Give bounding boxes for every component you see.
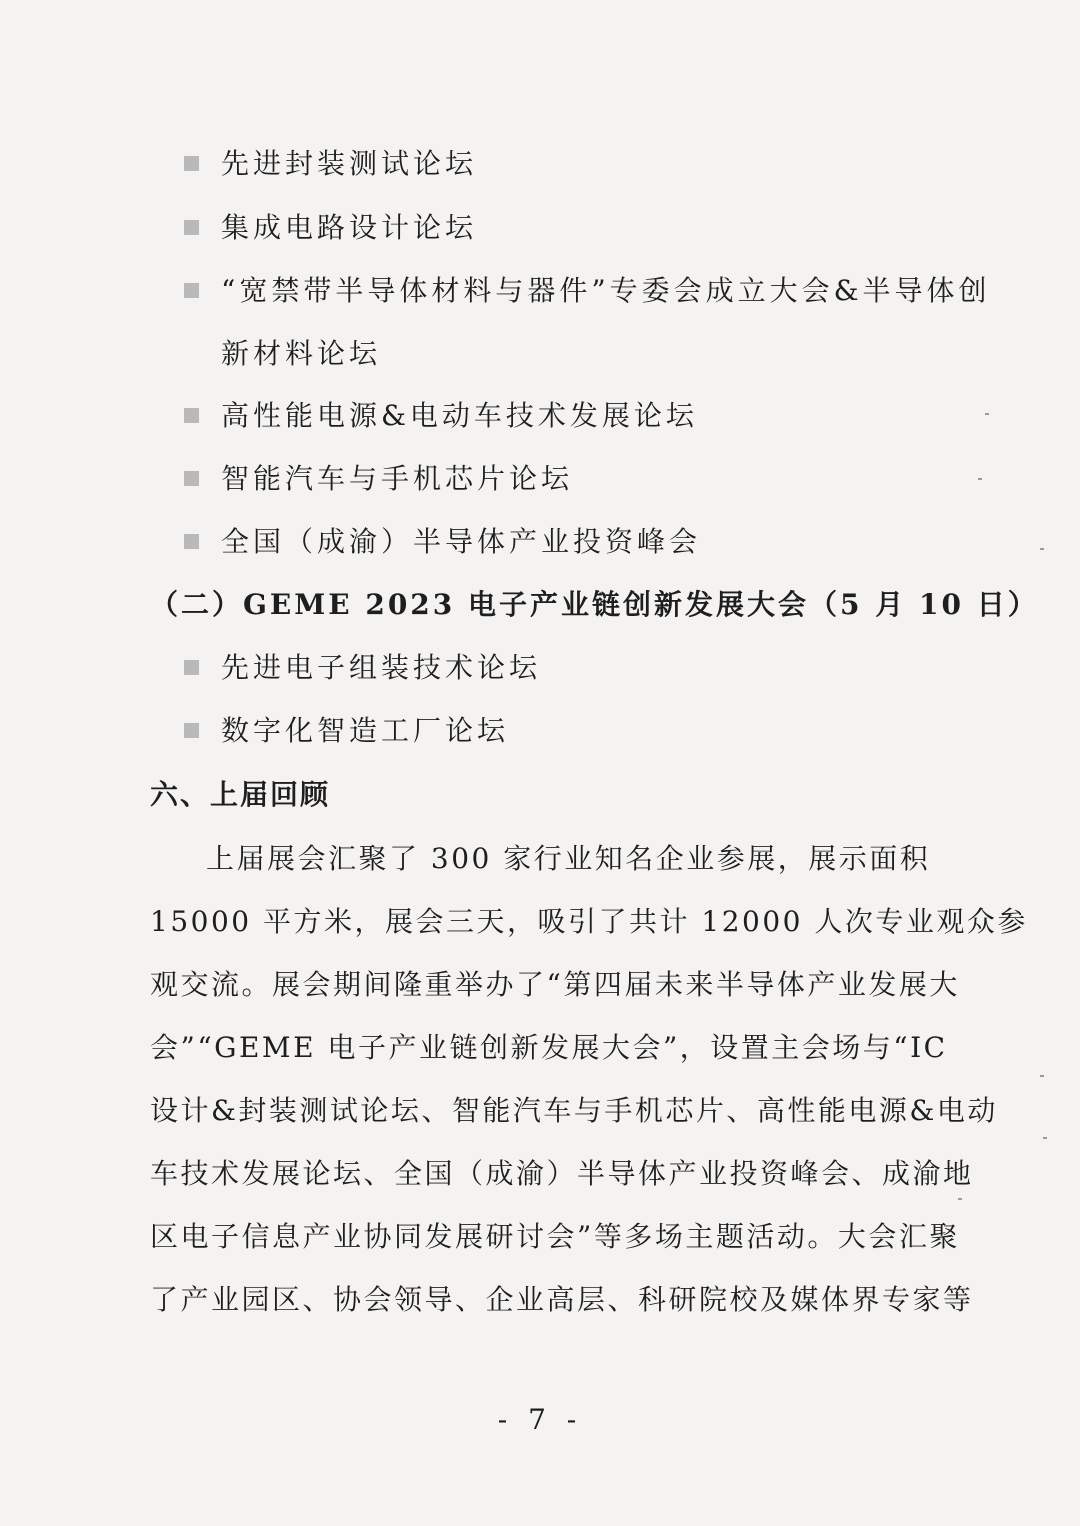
list-item-continuation: 新材料论坛 (221, 337, 382, 370)
square-bullet-icon (184, 723, 199, 738)
paragraph-line: 车技术发展论坛、全国（成渝）半导体产业投资峰会、成渝地 (150, 1157, 974, 1190)
square-bullet-icon (184, 534, 199, 549)
square-bullet-icon (184, 471, 199, 486)
paragraph-line: 观交流。展会期间隆重举办了“第四届未来半导体产业发展大 (150, 968, 960, 1001)
list-item (184, 146, 477, 182)
square-bullet-icon (184, 408, 199, 423)
paragraph-line: 15000 平方米，展会三天，吸引了共计 12000 人次专业观众参 (150, 905, 1028, 938)
list-item (184, 713, 509, 749)
paragraph-line: 会”“GEME 电子产业链创新发展大会”，设置主会场与“IC (150, 1031, 948, 1064)
paragraph-line: 了产业园区、协会领导、企业高层、科研院校及媒体界专家等 (150, 1283, 974, 1316)
square-bullet-icon (184, 156, 199, 171)
paragraph-line: 设计&封装测试论坛、智能汽车与手机芯片、高性能电源&电动 (150, 1094, 998, 1127)
square-bullet-icon (184, 220, 199, 235)
square-bullet-icon (184, 283, 199, 298)
list-item-text: 智能汽车与手机芯片论坛 (221, 462, 574, 495)
list-item-text: 先进封装测试论坛 (221, 147, 478, 180)
list-item-text: “宽禁带半导体材料与器件”专委会成立大会&半导体创 (221, 274, 991, 307)
list-item (184, 398, 698, 434)
list-item-text: 数字化智造工厂论坛 (221, 714, 510, 747)
section-heading: 六、上届回顾 (150, 778, 331, 811)
paragraph-line: 上届展会汇聚了 300 家行业知名企业参展，展示面积 (206, 842, 931, 875)
subsection-heading: （二）GEME 2023 电子产业链创新发展大会（5 月 10 日） (150, 588, 1039, 621)
list-item-text: 全国（成渝）半导体产业投资峰会 (221, 525, 702, 558)
scan-speck (1043, 1137, 1047, 1139)
paragraph-line: 区电子信息产业协同发展研讨会”等多场主题活动。大会汇聚 (150, 1220, 960, 1253)
scan-speck (1040, 1075, 1044, 1077)
list-item-text: 先进电子组装技术论坛 (221, 651, 542, 684)
page-number: - 7 - (497, 1403, 583, 1436)
list-item (184, 650, 541, 686)
scan-speck (1040, 548, 1044, 550)
scan-speck (958, 1198, 962, 1200)
list-item (184, 210, 477, 246)
scan-speck (985, 413, 989, 415)
square-bullet-icon (184, 660, 199, 675)
scan-speck (978, 478, 982, 480)
list-item (184, 461, 573, 497)
list-item (184, 524, 701, 560)
list-item (184, 273, 991, 309)
list-item-text: 集成电路设计论坛 (221, 211, 478, 244)
list-item-text: 高性能电源&电动车技术发展论坛 (221, 399, 698, 432)
